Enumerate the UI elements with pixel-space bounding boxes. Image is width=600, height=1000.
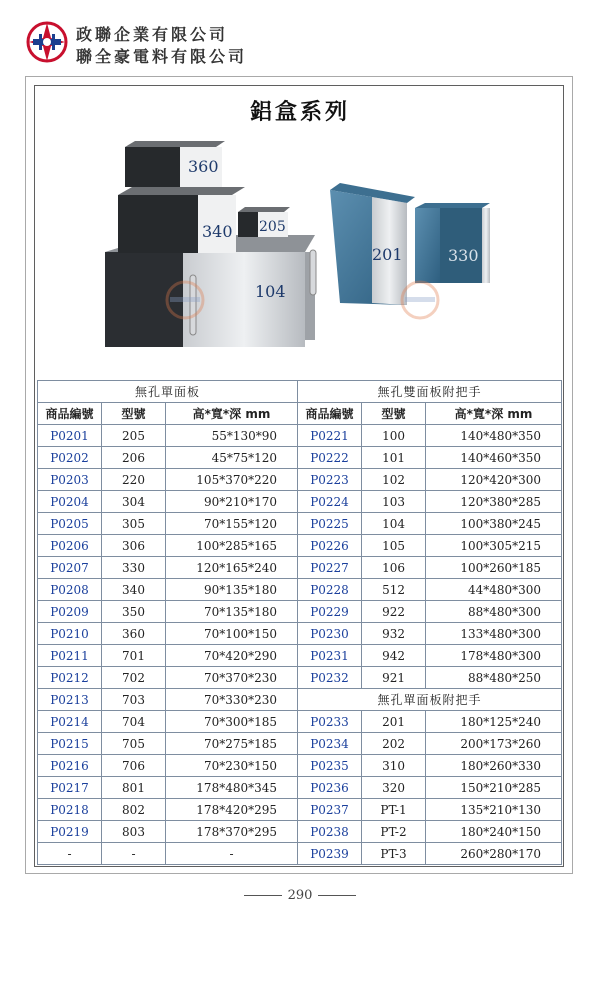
- company-names: [76, 24, 247, 68]
- right-model-cell: 921: [362, 667, 426, 689]
- right-model-cell: 101: [362, 447, 426, 469]
- left-code-cell: P0219: [38, 821, 102, 843]
- table-row: [38, 447, 562, 469]
- left-code-cell: P0201: [38, 425, 102, 447]
- right-code-cell: P0231: [298, 645, 362, 667]
- right-dims-cell: 180*240*150: [426, 821, 562, 843]
- left-dims-cell: 100*285*165: [166, 535, 298, 557]
- left-code-cell: P0218: [38, 799, 102, 821]
- left-model-cell: 206: [102, 447, 166, 469]
- right-dims-cell: 133*480*300: [426, 623, 562, 645]
- right-model-cell: 105: [362, 535, 426, 557]
- right-dims-cell: 44*480*300: [426, 579, 562, 601]
- left-code-cell: P0212: [38, 667, 102, 689]
- right-model-cell: PT-3: [362, 843, 426, 865]
- page-number-text: 290: [287, 888, 313, 903]
- left-model-cell: 340: [102, 579, 166, 601]
- table-row: [38, 667, 562, 689]
- table-row: [38, 843, 562, 865]
- right-model-cell: PT-2: [362, 821, 426, 843]
- right-dims-cell: 88*480*300: [426, 601, 562, 623]
- right-code-cell: P0222: [298, 447, 362, 469]
- box-205-image: [238, 207, 290, 237]
- left-code-cell: P0216: [38, 755, 102, 777]
- left-dims-cell: 70*155*120: [166, 513, 298, 535]
- right-dims-cell: 88*480*250: [426, 667, 562, 689]
- left-model-cell: 702: [102, 667, 166, 689]
- right-code-cell: P0225: [298, 513, 362, 535]
- left-code-cell: P0202: [38, 447, 102, 469]
- right-dims-cell: 260*280*170: [426, 843, 562, 865]
- left-dims-cell: 120*165*240: [166, 557, 298, 579]
- right-model-cell: 310: [362, 755, 426, 777]
- left-dims-cell: 90*135*180: [166, 579, 298, 601]
- right-model-cell: PT-1: [362, 799, 426, 821]
- left-code-cell: P0210: [38, 623, 102, 645]
- table-row: [38, 733, 562, 755]
- right-model-cell: 104: [362, 513, 426, 535]
- right-model-cell: 100: [362, 425, 426, 447]
- col-code-right: 商品編號: [298, 403, 362, 425]
- right-dims-cell: 100*260*185: [426, 557, 562, 579]
- section-right-heading: 無孔雙面板附把手: [298, 381, 562, 403]
- table-row: [38, 689, 562, 711]
- right-model-cell: 102: [362, 469, 426, 491]
- left-model-cell: 330: [102, 557, 166, 579]
- table-row: [38, 777, 562, 799]
- section-left-heading: 無孔單面板: [38, 381, 298, 403]
- right-model-cell: 922: [362, 601, 426, 623]
- right-model-cell: 932: [362, 623, 426, 645]
- right-code-cell: P0232: [298, 667, 362, 689]
- left-model-cell: 802: [102, 799, 166, 821]
- table-row: [38, 557, 562, 579]
- left-code-cell: P0206: [38, 535, 102, 557]
- right-dims-cell: 140*460*350: [426, 447, 562, 469]
- company-name-1: 政聯企業有限公司: [76, 25, 229, 44]
- left-model-cell: 306: [102, 535, 166, 557]
- right-dims-cell: 150*210*285: [426, 777, 562, 799]
- right-code-cell: P0234: [298, 733, 362, 755]
- table-row: [38, 579, 562, 601]
- right-dims-cell: 140*480*350: [426, 425, 562, 447]
- left-model-cell: 305: [102, 513, 166, 535]
- left-code-cell: P0203: [38, 469, 102, 491]
- left-model-cell: 705: [102, 733, 166, 755]
- left-code-cell: P0214: [38, 711, 102, 733]
- box-201-label: 201: [372, 245, 403, 264]
- box-104-label: 104: [255, 282, 286, 301]
- right-code-cell: P0227: [298, 557, 362, 579]
- page-number-rule-right: [318, 895, 356, 896]
- right-dims-cell: 100*380*245: [426, 513, 562, 535]
- right-dims-cell: 178*480*300: [426, 645, 562, 667]
- left-code-cell: P0205: [38, 513, 102, 535]
- left-dims-cell: 45*75*120: [166, 447, 298, 469]
- product-photo: [40, 125, 560, 375]
- left-dims-cell: 90*210*170: [166, 491, 298, 513]
- box-340-image: [118, 187, 245, 253]
- right-dims-cell: 200*173*260: [426, 733, 562, 755]
- table-row: [38, 623, 562, 645]
- right-model-cell: 103: [362, 491, 426, 513]
- left-code-cell: P0215: [38, 733, 102, 755]
- right-model-cell: 942: [362, 645, 426, 667]
- right-code-cell: P0221: [298, 425, 362, 447]
- right-model-cell: 201: [362, 711, 426, 733]
- right-dims-cell: 100*305*215: [426, 535, 562, 557]
- left-dims-cell: 178*370*295: [166, 821, 298, 843]
- table-row: [38, 513, 562, 535]
- left-model-cell: 706: [102, 755, 166, 777]
- left-model-cell: -: [102, 843, 166, 865]
- right-model-cell: 106: [362, 557, 426, 579]
- left-code-cell: P0208: [38, 579, 102, 601]
- spec-table: [37, 380, 562, 865]
- box-360-label: 360: [188, 157, 219, 176]
- right-dims-cell: 120*380*285: [426, 491, 562, 513]
- table-row: [38, 535, 562, 557]
- right-code-cell: P0233: [298, 711, 362, 733]
- right-model-cell: 512: [362, 579, 426, 601]
- left-code-cell: P0213: [38, 689, 102, 711]
- right-dims-cell: 180*260*330: [426, 755, 562, 777]
- left-dims-cell: 70*135*180: [166, 601, 298, 623]
- left-model-cell: 220: [102, 469, 166, 491]
- left-dims-cell: 70*230*150: [166, 755, 298, 777]
- left-model-cell: 350: [102, 601, 166, 623]
- left-code-cell: P0217: [38, 777, 102, 799]
- box-340-label: 340: [202, 222, 233, 241]
- left-dims-cell: 70*275*185: [166, 733, 298, 755]
- left-model-cell: 801: [102, 777, 166, 799]
- left-code-cell: P0207: [38, 557, 102, 579]
- box-205-label: 205: [259, 219, 286, 235]
- page-number-rule-left: [244, 895, 282, 896]
- section-right2-heading: 無孔單面板附把手: [298, 689, 562, 711]
- left-dims-cell: 70*370*230: [166, 667, 298, 689]
- right-code-cell: P0223: [298, 469, 362, 491]
- right-code-cell: P0235: [298, 755, 362, 777]
- left-dims-cell: 70*300*185: [166, 711, 298, 733]
- left-model-cell: 701: [102, 645, 166, 667]
- left-dims-cell: 178*420*295: [166, 799, 298, 821]
- company-name-2: 聯全豪電料有限公司: [76, 47, 248, 66]
- box-330-image: [415, 203, 490, 283]
- table-row: [38, 799, 562, 821]
- left-dims-cell: 70*100*150: [166, 623, 298, 645]
- left-model-cell: 304: [102, 491, 166, 513]
- left-model-cell: 205: [102, 425, 166, 447]
- right-code-cell: P0229: [298, 601, 362, 623]
- right-code-cell: P0226: [298, 535, 362, 557]
- left-dims-cell: 70*330*230: [166, 689, 298, 711]
- col-model-right: 型號: [362, 403, 426, 425]
- col-dims-left: 高*寬*深 mm: [166, 403, 298, 425]
- page-title: 鋁盒系列: [249, 100, 350, 125]
- right-code-cell: P0224: [298, 491, 362, 513]
- table-row: [38, 469, 562, 491]
- right-dims-cell: 135*210*130: [426, 799, 562, 821]
- left-dims-cell: -: [166, 843, 298, 865]
- left-dims-cell: 70*420*290: [166, 645, 298, 667]
- right-model-cell: 320: [362, 777, 426, 799]
- left-model-cell: 703: [102, 689, 166, 711]
- page-number: [0, 888, 600, 903]
- left-code-cell: P0204: [38, 491, 102, 513]
- left-code-cell: -: [38, 843, 102, 865]
- left-dims-cell: 105*370*220: [166, 469, 298, 491]
- left-model-cell: 803: [102, 821, 166, 843]
- table-row: [38, 425, 562, 447]
- right-code-cell: P0237: [298, 799, 362, 821]
- right-code-cell: P0239: [298, 843, 362, 865]
- box-330-label: 330: [448, 246, 479, 265]
- col-dims-right: 高*寬*深 mm: [426, 403, 562, 425]
- box-201-image: [330, 183, 415, 305]
- right-dims-cell: 180*125*240: [426, 711, 562, 733]
- table-row: [38, 601, 562, 623]
- table-row: [38, 711, 562, 733]
- left-model-cell: 704: [102, 711, 166, 733]
- col-model-left: 型號: [102, 403, 166, 425]
- table-row: [38, 645, 562, 667]
- left-model-cell: 360: [102, 623, 166, 645]
- table-row: [38, 821, 562, 843]
- right-code-cell: P0228: [298, 579, 362, 601]
- company-logo: [25, 20, 69, 64]
- right-code-cell: P0236: [298, 777, 362, 799]
- right-dims-cell: 120*420*300: [426, 469, 562, 491]
- right-code-cell: P0238: [298, 821, 362, 843]
- col-code-left: 商品編號: [38, 403, 102, 425]
- table-row: [38, 755, 562, 777]
- right-code-cell: P0230: [298, 623, 362, 645]
- left-code-cell: P0211: [38, 645, 102, 667]
- box-360-image: [125, 141, 225, 187]
- left-dims-cell: 55*130*90: [166, 425, 298, 447]
- left-dims-cell: 178*480*345: [166, 777, 298, 799]
- table-row: [38, 491, 562, 513]
- left-code-cell: P0209: [38, 601, 102, 623]
- right-model-cell: 202: [362, 733, 426, 755]
